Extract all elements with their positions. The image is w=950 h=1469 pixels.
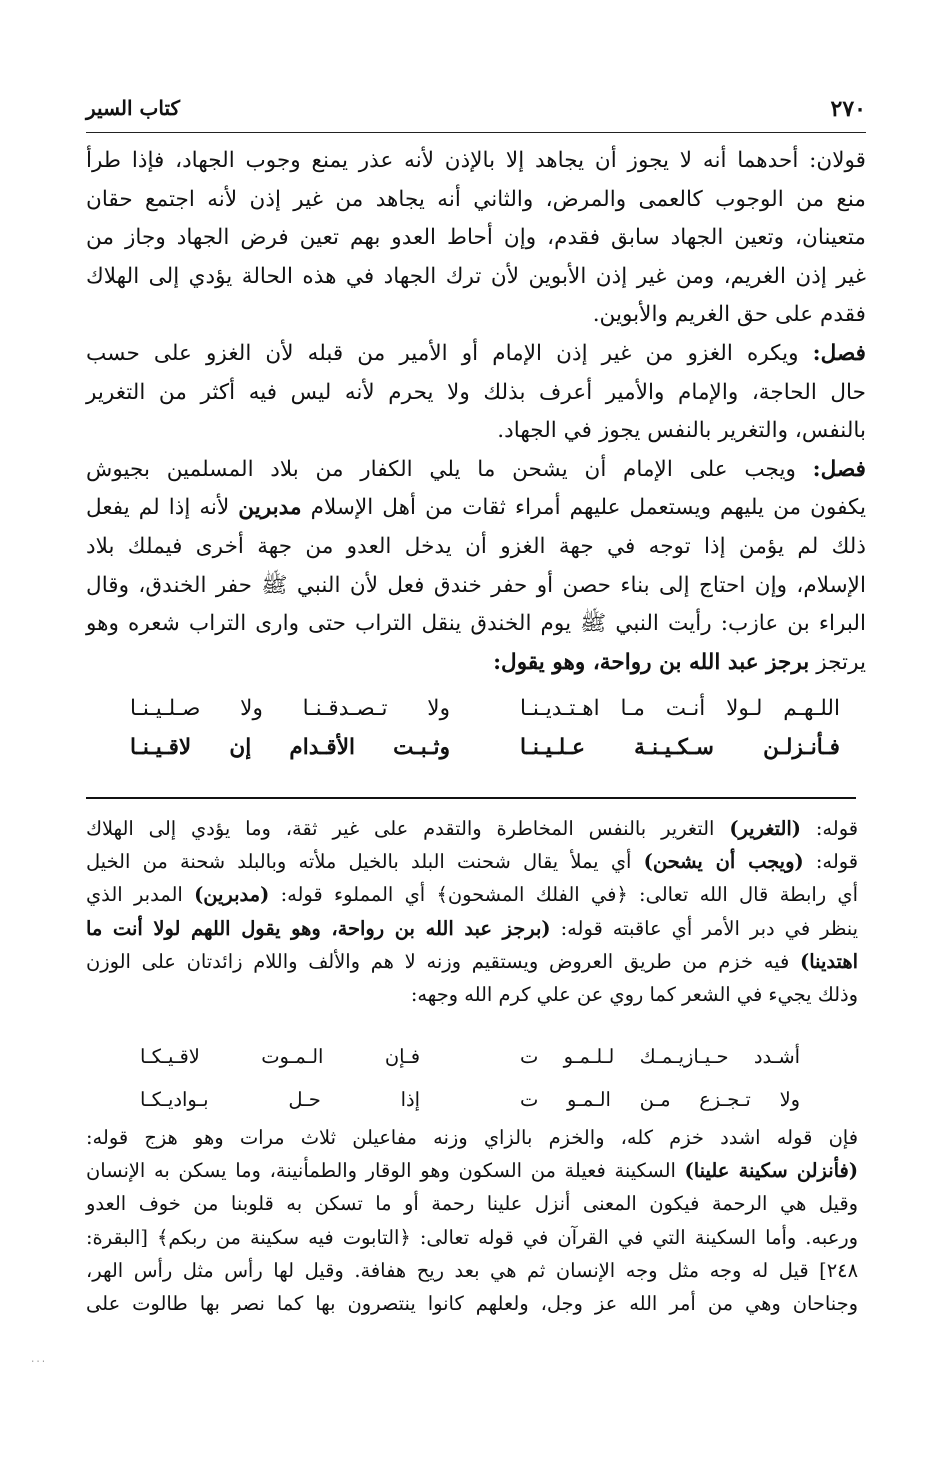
poem-verse [130,690,840,729]
poem-hemistich-left: فـإن الـمـوت لاقـيـكـا [140,1045,420,1068]
text-span: يكفون من يليهم ويستعمل عليهم أمراء ثقات من أهل الإسلام [310,495,866,521]
text-line: البراء بن عازب: رأيت النبي ﷺ يوم الخندق ينقل التراب حتى وارى التراب شعره وهو [86,611,866,637]
text-span: ويكره الغزو من غير إذن الإمام أو الأمير من قبله لأن الغزو على حسب [86,340,799,366]
text-line: منع من الوجوب كالعمى والمرض، والثاني أنه يجاهد من غير إذن لأنه اجتمع حقان [86,186,866,212]
note-line: وقيل هي الرحمة فيكون المعنى أنزل علينا رحمة أو ما تسكن به قلوبنا من خوف العدو [86,1192,858,1216]
text-span: السكينة فعيلة من السكون وهو الوقار والطمأنينة، وما يسكن به الإنسان [86,1159,676,1183]
section-fasl-2 [86,451,866,490]
poem-hemistich-right: اللـهـم لـولا أنـت مـا اهـتـديـنـا [520,696,840,721]
text-line [86,644,866,683]
text-span: فيه خزم من طريق العروض ويستقيم وزنه لا هم والألف واللام زائدتان على الوزن [86,949,790,973]
bold-term: برجز عبد الله بن رواحة، وهو يقول: [493,649,810,675]
section-label: فصل: [812,456,866,482]
text-line: غير إذن الغريم، ومن غير إذن الأبوين لأن ترك الجهاد في هذه الحالة يؤدي إلى الهلاك [86,263,866,289]
bold-term: مدبرين [238,495,302,521]
note-line: ورعبه. وأما السكينة التي في القرآن في قوله تعالى: ﴿التابوت فيه سكينة من ربكم﴾ [البقرة: [86,1225,858,1249]
poem-hemistich-left: إذا حـل بـواديـكـا [140,1088,420,1111]
text-span: المدبر الذي [86,883,183,907]
text-span: ينظر في دبر الأمر أي عاقبته قوله: [560,916,858,940]
note-line [86,945,858,978]
section-label: فصل: [812,340,866,366]
footnote-divider [86,797,856,799]
bold-term: (مدبرين) [194,883,270,907]
note-line: ٢٤٨] قيل له وجه مثل وجه الإنسان ثم هي بعد ريح هفافة. وقيل لها رأس مثل رأس الهر، [86,1258,858,1282]
note-line [86,912,858,945]
note-line [86,845,858,878]
text-span: أي يملأ يقال شحنت البلد بالخيل ملأته وبالبلد شحنة من الخيل [86,850,632,874]
text-span: التغرير بالنفس المخاطرة والتقدم على غير ثقة، وما يؤدي إلى الهلاك [86,817,715,840]
text-span: قوله: [815,817,858,840]
note-line: وجناحان وهي من أمر الله عز وجل، ولعلهم كانوا ينتصرون بها كما نصر بها طالوت على [86,1292,858,1316]
bold-term: اهتدينا) [800,949,858,973]
poem-hemistich-right: أشـدد حـيـازيـمـك لـلـمـو ت [520,1045,800,1068]
note-line [86,812,858,845]
note-line [86,878,858,911]
bold-term: (ويجب أن يشحن) [643,850,804,874]
text-line: بالنفس، والتغرير بالنفس يجوز في الجهاد. [497,418,866,444]
poem-verse [140,1039,800,1074]
page-header [86,92,866,133]
text-line: حال الحاجة، والإمام والأمير أعرف بذلك ولا يحرم لأنه ليس فيه أكثر من التغرير [86,379,866,405]
bold-term: (التغرير) [729,817,801,840]
text-line [86,489,866,528]
text-line: فقدم على حق الغريم والأبوين. [592,302,866,328]
text-span: لأنه إذا لم يفعل [86,495,230,521]
text-line: ذلك لم يؤمن إذا توجه في جهة الغزو أن يدخل العدو من جهة أخرى فيملك بلاد [86,533,866,559]
poem-verse [130,729,840,768]
note-line: وذلك يجيء في الشعر كما روي عن علي كرم الله وجهه: [410,983,858,1007]
poem-verse [140,1082,800,1117]
footnote-poem [140,1039,800,1125]
note-line [86,1154,858,1187]
poem-hemistich-left: ولا تـصـدقـنـا ولا صـلـيـنـا [130,696,450,721]
note-line: فإن قوله اشدد خزم كله، والخزم بالزاي وزنه مفاعيلن ثلاث مرات وهو هزج قوله: [86,1126,858,1149]
main-text [86,142,866,682]
page-number: ٢٧٠ [830,96,866,122]
poem-hemistich-left: وثـبـت الأقـدام إن لاقـيـنـا [130,734,450,760]
bold-term: (برجز عبد الله بن رواحة، وهو يقول اللهم لولا أنت ما [86,916,551,940]
scan-mark: ٠٠٠ [30,1356,47,1367]
text-line: قولان: أحدهما أنه لا يجوز أن يجاهد إلا بالإذن لأنه عذر يمنع وجوب الجهاد، فإذا طرأ [86,148,866,173]
section-fasl-1 [86,335,866,374]
bold-term: (فأنزلن سكينة علينا) [684,1159,858,1183]
poem-hemistich-right: ولا تـجـزع مـن الـمـو ت [520,1088,800,1111]
text-span: يرتجز [816,649,866,675]
text-span: أي رابطة قال الله تعالى: ﴿في الفلك المشحون﴾ أي المملوء قوله: [280,883,858,907]
footnotes [86,812,858,1011]
text-line: متعينان، وتعين الجهاد سابق فقدم، وإن أحاط العدو بهم تعين فرض الجهاد وجاز من [86,225,866,251]
text-line: الإسلام، وإن احتاج إلى بناء حصن أو حفر خندق فعل لأن النبي ﷺ حفر الخندق، وقال [86,572,866,598]
poem-block [130,690,840,767]
book-title: كتاب السير [86,96,181,120]
text-span: ويجب على الإمام أن يشحن ما يلي الكفار من بلاد المسلمين بجيوش [86,456,796,482]
poem-hemistich-right: فـأنـزلـن سـكـيـنـة عـلـيـنـا [520,734,840,760]
text-span: قوله: [815,850,859,874]
footnotes-continued [86,1121,858,1320]
